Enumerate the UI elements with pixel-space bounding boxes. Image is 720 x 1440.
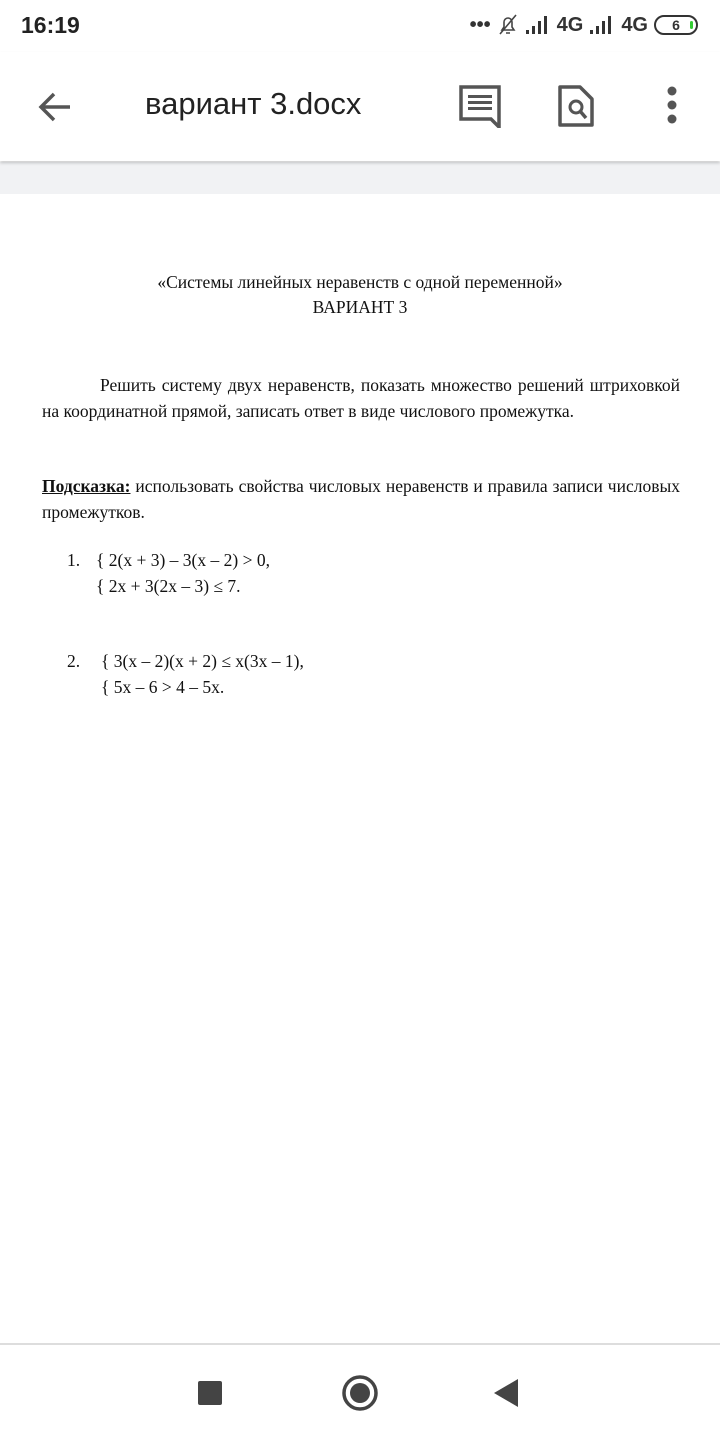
comments-icon[interactable] [458,84,502,128]
problem-line: { 2x + 3(2x – 3) ≤ 7. [96,575,241,596]
problem-line: { 5x – 6 > 4 – 5x. [101,676,225,697]
problem-1 [67,548,270,599]
hint-text: использовать свойства числовых неравенств и правила записи числовых промежутков. [42,476,680,522]
home-circle-icon[interactable] [341,1374,379,1412]
signal-icon [525,15,551,35]
hint-label: Подсказка: [42,476,131,496]
task-text: Решить систему двух неравенств, показать множество решений штриховкой на координатной прямой, записать ответ в виде числового промежутка. [42,375,680,421]
more-options-icon[interactable] [664,84,680,128]
network-type-1: 4G [556,13,584,36]
status-icons [470,13,698,37]
status-time: 16:19 [21,12,80,38]
document-heading: «Системы линейных неравенств с одной переменной» [157,272,563,292]
signal-icon-2 [589,15,615,35]
find-in-document-icon[interactable] [557,84,595,128]
variant-heading: ВАРИАНТ 3 [312,297,408,317]
more-notifications-icon: ••• [469,13,491,36]
app-bar [0,52,720,161]
battery-icon: 6 [654,15,698,35]
status-bar [0,0,720,52]
navigation-bar [0,1345,720,1440]
document-title: вариант 3.docx [145,86,362,121]
back-arrow-icon[interactable] [36,88,74,126]
problem-number: 2. [67,651,81,671]
problem-line: { 2(x + 3) – 3(x – 2) > 0, [96,550,270,570]
back-triangle-icon[interactable] [494,1379,518,1407]
muted-bell-icon [497,13,519,37]
page-gap [0,162,720,194]
problem-2 [67,649,304,700]
hint-paragraph [42,474,680,525]
problem-line: { 3(x – 2)(x + 2) ≤ x(3x – 1), [101,651,304,671]
problem-number: 1. [67,550,81,570]
network-type-2: 4G [621,13,648,36]
recents-square-icon[interactable] [198,1381,222,1405]
